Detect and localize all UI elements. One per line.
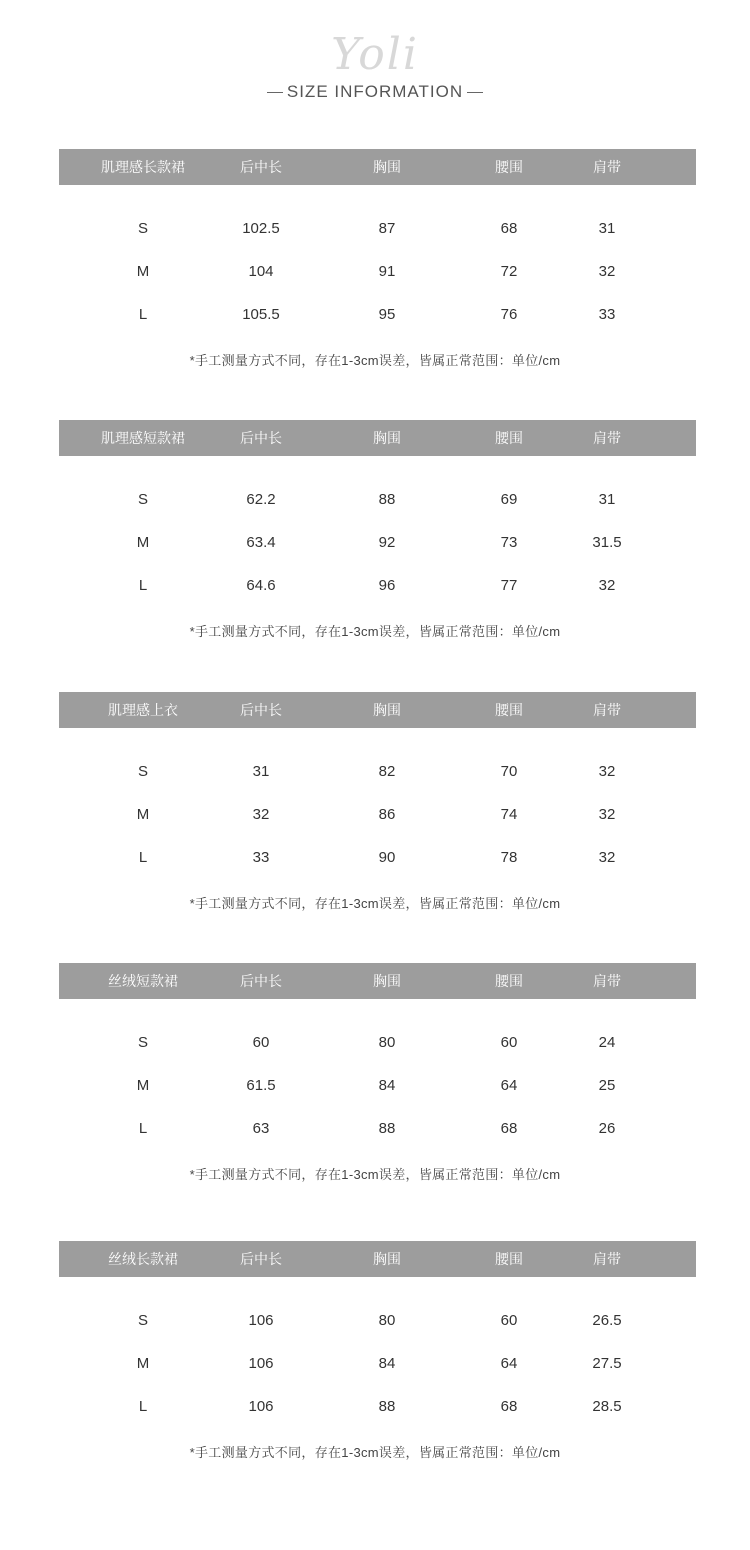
size-cell: S [137,1312,148,1329]
header-back-length: 后中长 [240,159,282,175]
header-back-length: 后中长 [240,702,282,718]
back-length-cell: 102.5 [242,220,280,237]
bust-cell: 82 [378,763,396,780]
table-row [59,574,696,598]
measurement-note: *手工测量方式不同，存在1-3cm误差，皆属正常范围：单位/cm [189,353,561,368]
back-length-cell: 106 [248,1398,274,1415]
table-header-row [59,1241,696,1277]
strap-cell: 25 [598,1077,616,1094]
bust-cell: 87 [378,220,396,237]
table-row [59,260,696,284]
back-length-cell: 63.4 [246,534,276,551]
bust-cell: 80 [378,1312,396,1329]
table-row [59,846,696,870]
strap-cell: 31 [598,220,616,237]
waist-cell: 78 [500,849,518,866]
waist-cell: 60 [500,1034,518,1051]
table-header-row [59,149,696,185]
strap-cell: 32 [598,577,616,594]
table-row [59,488,696,512]
size-cell: L [138,1120,148,1137]
bust-cell: 90 [378,849,396,866]
back-length-cell: 106 [248,1355,274,1372]
strap-cell: 31.5 [592,534,622,551]
size-table-5 [0,1241,750,1471]
strap-cell: 31 [598,491,616,508]
header-product: 肌理感上衣 [108,702,178,718]
table-row [59,1309,696,1333]
strap-cell: 26 [598,1120,616,1137]
size-cell: M [136,263,150,280]
table-row [59,1074,696,1098]
table-row [59,1031,696,1055]
measurement-note: *手工测量方式不同，存在1-3cm误差，皆属正常范围：单位/cm [189,1167,561,1182]
header-waist: 腰围 [495,159,523,175]
bust-cell: 84 [378,1077,396,1094]
table-row [59,760,696,784]
table-row [59,531,696,555]
header-product: 丝绒长款裙 [108,1251,178,1267]
size-cell: S [137,220,148,237]
bust-cell: 88 [378,1120,396,1137]
size-cell: M [136,1077,150,1094]
header-waist: 腰围 [495,702,523,718]
strap-cell: 26.5 [592,1312,622,1329]
header-product: 肌理感短款裙 [101,430,185,446]
size-table-3 [0,692,750,922]
waist-cell: 64 [500,1355,518,1372]
waist-cell: 72 [500,263,518,280]
brand-logo: Yoli [331,29,419,80]
waist-cell: 64 [500,1077,518,1094]
back-length-cell: 105.5 [242,306,280,323]
bust-cell: 88 [378,491,396,508]
table-row [59,217,696,241]
size-cell: M [136,1355,150,1372]
bust-cell: 88 [378,1398,396,1415]
back-length-cell: 64.6 [246,577,276,594]
table-header-row [59,692,696,728]
strap-cell: 32 [598,263,616,280]
bust-cell: 86 [378,806,396,823]
waist-cell: 73 [500,534,518,551]
header-strap: 肩带 [593,702,621,718]
waist-cell: 60 [500,1312,518,1329]
waist-cell: 74 [500,806,518,823]
header-bust: 胸围 [373,702,401,718]
size-table-2 [0,420,750,650]
size-table-4 [0,963,750,1193]
waist-cell: 70 [500,763,518,780]
back-length-cell: 32 [252,806,270,823]
waist-cell: 68 [500,220,518,237]
size-cell: L [138,306,148,323]
header-waist: 腰围 [495,1251,523,1267]
back-length-cell: 62.2 [246,491,276,508]
header-waist: 腰围 [495,430,523,446]
back-length-cell: 33 [252,849,270,866]
header-back-length: 后中长 [240,1251,282,1267]
size-cell: M [136,806,150,823]
bust-cell: 80 [378,1034,396,1051]
waist-cell: 76 [500,306,518,323]
back-length-cell: 60 [252,1034,270,1051]
waist-cell: 69 [500,491,518,508]
size-cell: S [137,763,148,780]
page-title [0,80,750,104]
measurement-note: *手工测量方式不同，存在1-3cm误差，皆属正常范围：单位/cm [189,624,561,639]
header-back-length: 后中长 [240,430,282,446]
size-cell: L [138,577,148,594]
table-row [59,1395,696,1419]
header-strap: 肩带 [593,1251,621,1267]
waist-cell: 68 [500,1398,518,1415]
page-header [0,0,750,120]
bust-cell: 91 [378,263,396,280]
waist-cell: 68 [500,1120,518,1137]
header-back-length: 后中长 [240,973,282,989]
header-bust: 胸围 [373,430,401,446]
waist-cell: 77 [500,577,518,594]
bust-cell: 84 [378,1355,396,1372]
header-bust: 胸围 [373,159,401,175]
bust-cell: 95 [378,306,396,323]
header-bust: 胸围 [373,973,401,989]
size-cell: S [137,491,148,508]
strap-cell: 28.5 [592,1398,622,1415]
measurement-note: *手工测量方式不同，存在1-3cm误差，皆属正常范围：单位/cm [189,1445,561,1460]
size-cell: M [136,534,150,551]
measurement-note: *手工测量方式不同，存在1-3cm误差，皆属正常范围：单位/cm [189,896,561,911]
back-length-cell: 106 [248,1312,274,1329]
header-waist: 腰围 [495,973,523,989]
table-row [59,1117,696,1141]
strap-cell: 32 [598,849,616,866]
back-length-cell: 31 [252,763,270,780]
title-dash-right [467,92,483,93]
bust-cell: 96 [378,577,396,594]
table-row [59,803,696,827]
table-row [59,1352,696,1376]
strap-cell: 24 [598,1034,616,1051]
back-length-cell: 104 [248,263,274,280]
header-strap: 肩带 [593,159,621,175]
table-header-row [59,963,696,999]
size-cell: L [138,849,148,866]
header-product: 丝绒短款裙 [108,973,178,989]
strap-cell: 32 [598,763,616,780]
back-length-cell: 63 [252,1120,270,1137]
strap-cell: 33 [598,306,616,323]
header-strap: 肩带 [593,973,621,989]
back-length-cell: 61.5 [246,1077,276,1094]
size-cell: L [138,1398,148,1415]
title-dash-left [267,92,283,93]
table-row [59,303,696,327]
header-bust: 胸围 [373,1251,401,1267]
bust-cell: 92 [378,534,396,551]
strap-cell: 32 [598,806,616,823]
page-title-text: SIZE INFORMATION [286,82,464,101]
header-product: 肌理感长款裙 [101,159,185,175]
size-cell: S [137,1034,148,1051]
header-strap: 肩带 [593,430,621,446]
size-table-1 [0,149,750,379]
table-header-row [59,420,696,456]
strap-cell: 27.5 [592,1355,622,1372]
